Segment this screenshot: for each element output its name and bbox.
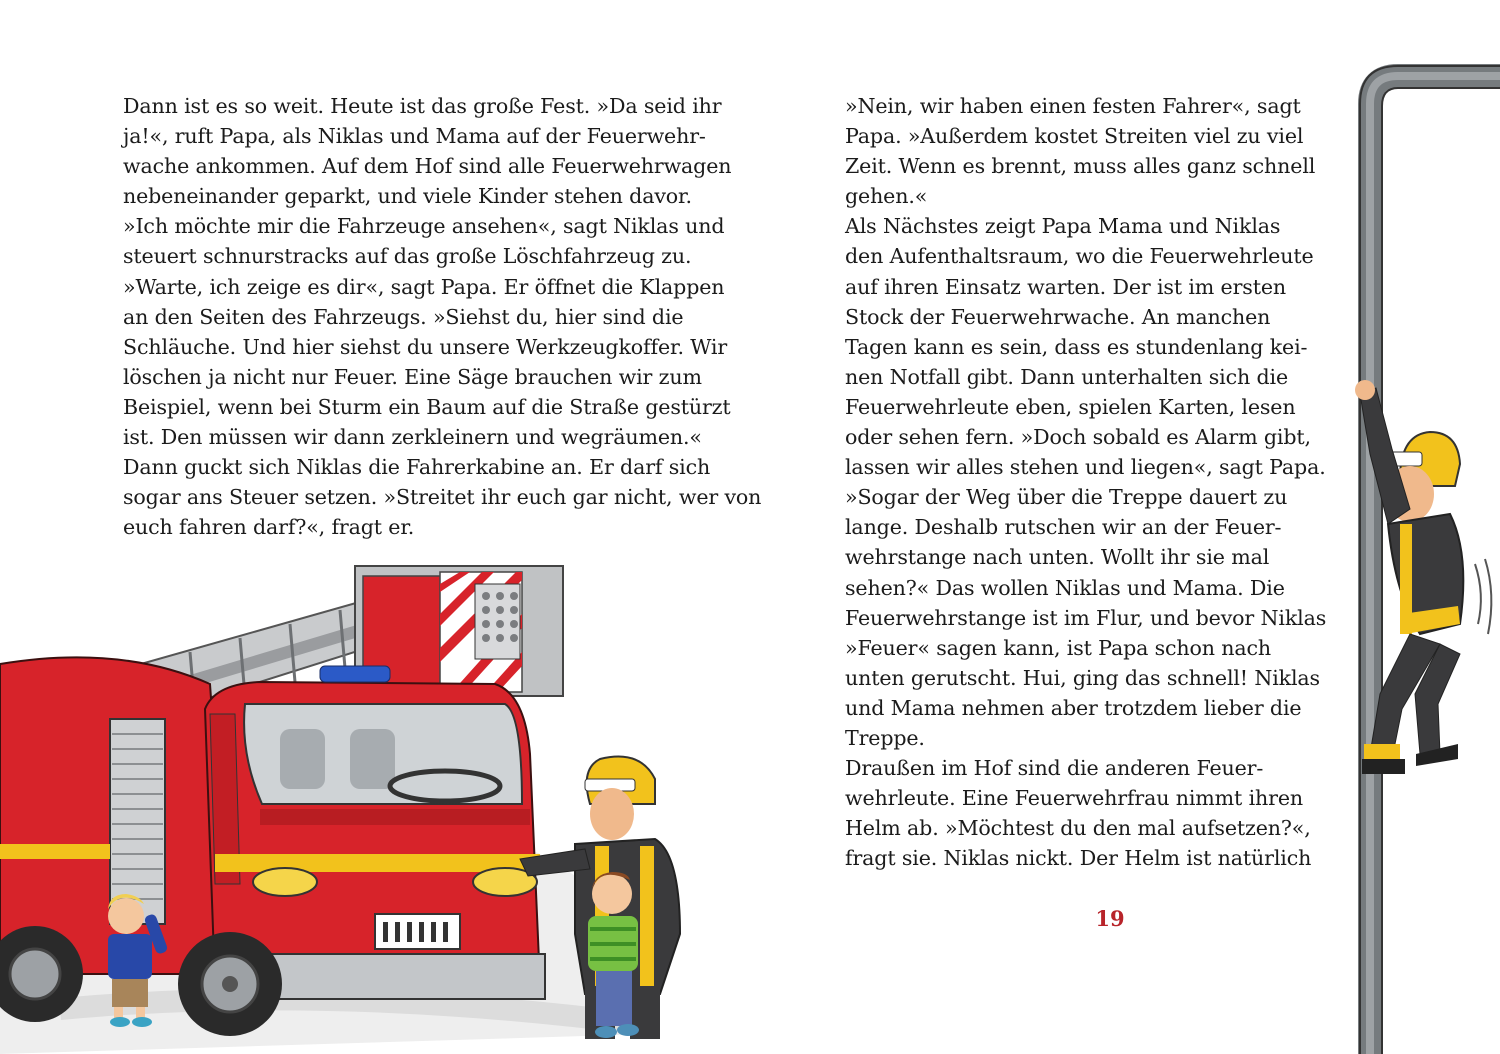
text-line: auf ihren Einsatz warten. Der ist im ersten <box>845 274 1286 299</box>
text-line: oder sehen fern. »Doch sobald es Alarm gibt, <box>845 425 1311 450</box>
text-line: Schläuche. Und hier siehst du unsere Werkzeugkoffer. Wir <box>123 334 728 359</box>
text-line: steuert schnurstracks auf das große Löschfahrzeug zu. <box>123 244 692 269</box>
text-line: Zeit. Wenn es brennt, muss alles ganz schnell <box>845 154 1316 179</box>
left-page-text <box>123 91 762 542</box>
text-line: sehen?« Das wollen Niklas und Mama. Die <box>845 575 1285 600</box>
text-line: lassen wir alles stehen und liegen«, sagt Papa. <box>845 455 1326 480</box>
right-page-text <box>845 91 1327 873</box>
text-line: löschen ja nicht nur Feuer. Eine Säge brauchen wir zum <box>123 364 702 389</box>
text-line: »Sogar der Weg über die Treppe dauert zu <box>845 485 1288 510</box>
text-line: Feuerwehrleute eben, spielen Karten, lesen <box>845 394 1296 419</box>
text-line: wehrleute. Eine Feuerwehrfrau nimmt ihren <box>845 786 1303 811</box>
text-line: Helm ab. »Möchtest du den mal aufsetzen?«, <box>845 816 1311 841</box>
text-line: Draußen im Hof sind die anderen Feuer- <box>845 756 1264 781</box>
text-line: sogar ans Steuer setzen. »Streitet ihr euch gar nicht, wer von <box>123 485 762 510</box>
text-line: Treppe. <box>845 725 925 750</box>
text-line: euch fahren darf?«, fragt er. <box>123 515 415 540</box>
fire-truck-illustration <box>0 554 700 1054</box>
text-line: unten gerutscht. Hui, ging das schnell! Niklas <box>845 665 1320 690</box>
text-line: Stock der Feuerwehrwache. An manchen <box>845 304 1271 329</box>
text-line: gehen.« <box>845 184 928 209</box>
text-line: den Aufenthaltsraum, wo die Feuerwehrleute <box>845 244 1314 269</box>
text-line: »Nein, wir haben einen festen Fahrer«, sagt <box>845 94 1301 118</box>
text-line: Tagen kann es sein, dass es stundenlang kei- <box>845 334 1308 359</box>
text-line: »Warte, ich zeige es dir«, sagt Papa. Er öffnet die Klappen <box>123 274 725 299</box>
text-line: Beispiel, wenn bei Sturm ein Baum auf die Straße gestürzt <box>123 394 731 419</box>
text-line: und Mama nehmen aber trotzdem lieber die <box>845 695 1302 720</box>
text-line: ja!«, ruft Papa, als Niklas und Mama auf der Feuerwehr- <box>123 124 706 149</box>
text-line: ist. Den müssen wir dann zerkleinern und wegräumen.« <box>123 425 702 450</box>
text-line: Papa. »Außerdem kostet Streiten viel zu viel <box>845 124 1304 149</box>
text-line: »Feuer« sagen kann, ist Papa schon nach <box>845 635 1272 660</box>
text-line: wache ankommen. Auf dem Hof sind alle Feuerwehrwagen <box>123 154 732 179</box>
text-line: fragt sie. Niklas nickt. Der Helm ist natürlich <box>845 846 1312 871</box>
page-number: 19 <box>1095 906 1125 931</box>
text-line: lange. Deshalb rutschen wir an der Feuer- <box>845 515 1282 540</box>
fire-truck <box>0 657 545 1036</box>
text-line: nen Notfall gibt. Dann unterhalten sich die <box>845 364 1288 389</box>
text-line: Dann ist es so weit. Heute ist das große Fest. »Da seid ihr <box>123 94 722 118</box>
text-line: an den Seiten des Fahrzeugs. »Siehst du, hier sind die <box>123 304 684 329</box>
text-line: »Ich möchte mir die Fahrzeuge ansehen«, sagt Niklas und <box>123 214 725 239</box>
text-line: nebeneinander geparkt, und viele Kinder stehen davor. <box>123 184 692 209</box>
text-line: Dann guckt sich Niklas die Fahrerkabine an. Er darf sich <box>123 455 711 480</box>
text-line: wehrstange nach unten. Wollt ihr sie mal <box>845 545 1270 570</box>
fire-pole-illustration <box>1340 54 1500 1054</box>
text-line: Feuerwehrstange ist im Flur, und bevor Niklas <box>845 605 1327 630</box>
text-line: Als Nächstes zeigt Papa Mama und Niklas <box>845 214 1281 239</box>
